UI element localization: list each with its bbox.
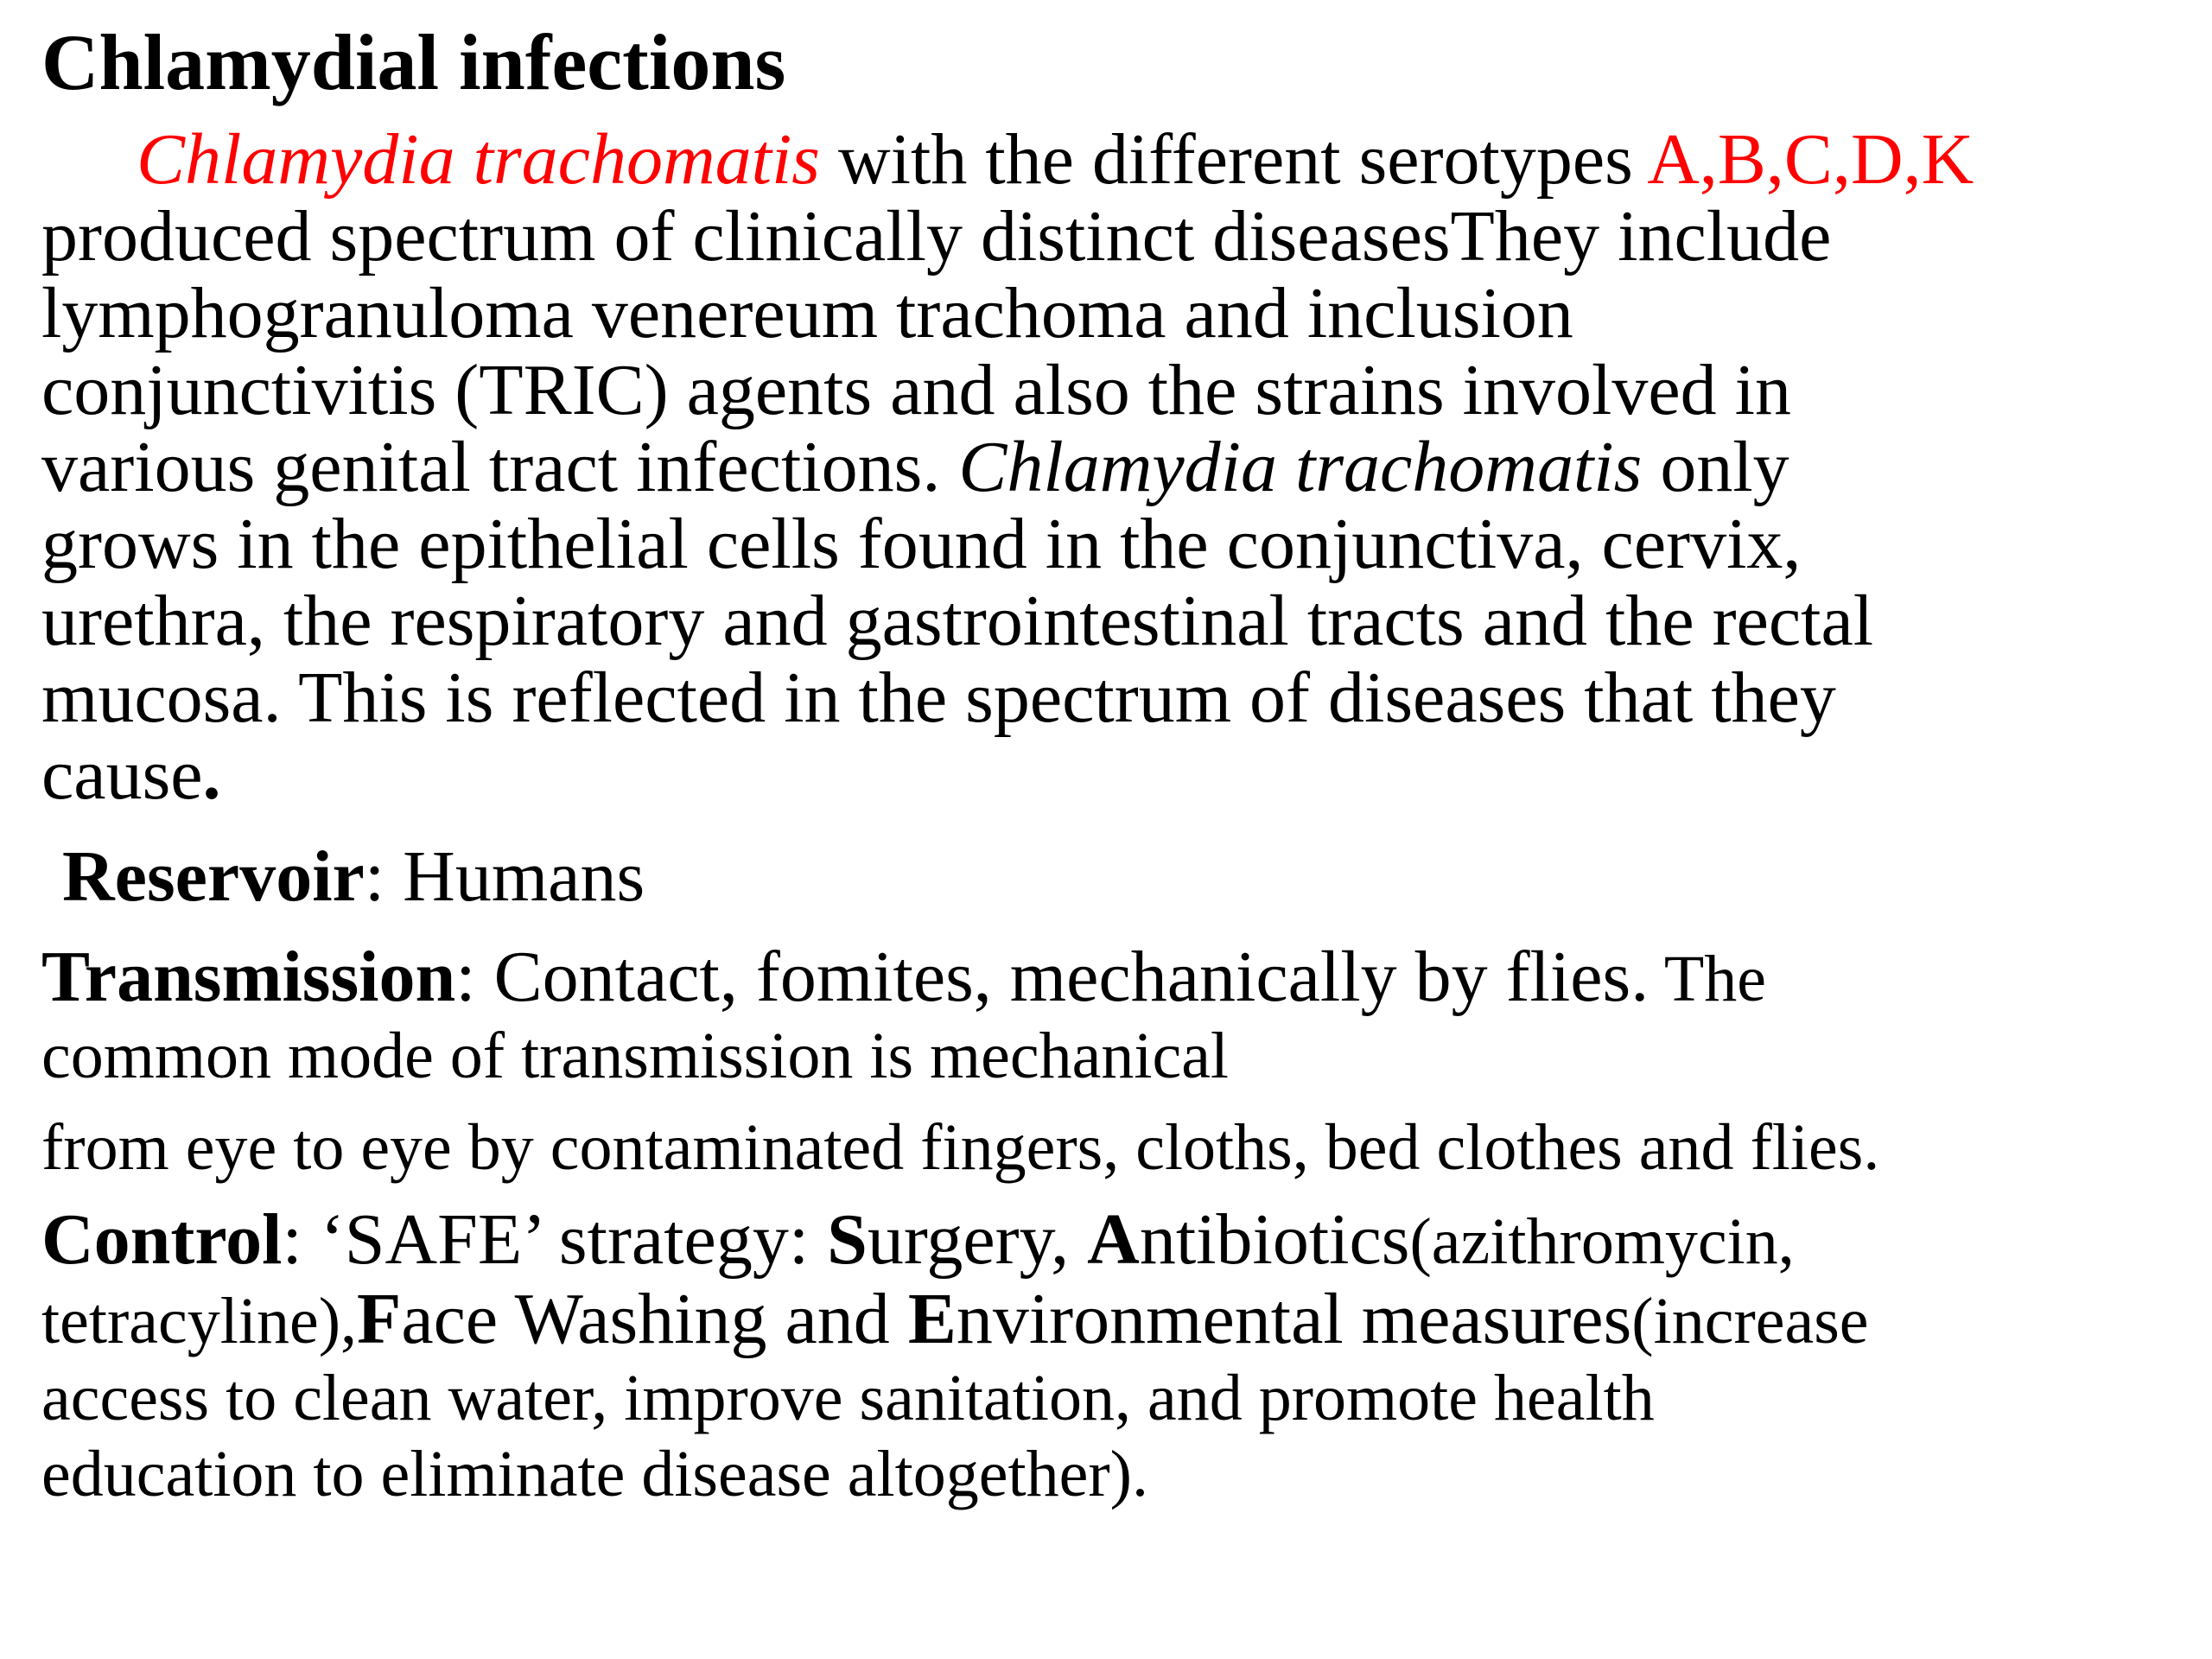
species-name: Chlamydia trachomatis bbox=[958, 427, 1643, 507]
intro-line-2: produced spectrum of clinically distinct diseasesThey include bbox=[41, 196, 1832, 276]
intro-text: with the different serotypes bbox=[820, 119, 1648, 200]
intro-line-9 bbox=[41, 736, 2184, 813]
safe-letter-a: A bbox=[1087, 1199, 1140, 1280]
transmission-value: Contact, fomites, mechanically by flies. bbox=[493, 937, 1649, 1017]
reservoir-sep: : bbox=[364, 836, 404, 917]
control-text: (increase bbox=[1631, 1285, 1869, 1357]
serotypes-list: A,B,C,D,K bbox=[1647, 119, 1974, 200]
intro-line-8: mucosa. This is reflected in the spectrum of diseases that they bbox=[41, 658, 1836, 738]
intro-line-4: conjunctivitis (TRIC) agents and also the strains involved in bbox=[41, 350, 1791, 430]
control-text: (azithromycin, bbox=[1409, 1205, 1795, 1278]
intro-period: . bbox=[202, 734, 221, 815]
transmission-text: The bbox=[1649, 943, 1766, 1015]
intro-line-7: urethra, the respiratory and gastrointestinal tracts and the rectal bbox=[41, 581, 1874, 661]
transmission-line-3: from eye to eye by contaminated fingers, cloths, bed clothes and flies. bbox=[41, 1111, 1880, 1184]
control-line-1 bbox=[41, 1201, 2184, 1281]
control-line-3: access to clean water, improve sanitation, and promote health bbox=[41, 1362, 1655, 1434]
control-text: ntibiotics bbox=[1139, 1199, 1410, 1280]
reservoir-line bbox=[62, 838, 2205, 915]
control-text: : ‘SAFE’ strategy: bbox=[282, 1199, 828, 1280]
control-text: nvironmental measures bbox=[956, 1279, 1632, 1359]
intro-paragraph bbox=[41, 121, 2184, 813]
transmission-continued bbox=[41, 1109, 2184, 1186]
reservoir-label: Reservoir bbox=[62, 836, 365, 917]
control-line-4: education to eliminate disease altogether). bbox=[41, 1438, 1148, 1510]
intro-text: only bbox=[1642, 427, 1789, 507]
safe-letter-s: S bbox=[827, 1199, 868, 1280]
transmission-line-2: common mode of transmission is mechanical bbox=[41, 1020, 1230, 1092]
control-label: Control bbox=[41, 1199, 283, 1280]
control-text: urgery, bbox=[867, 1199, 1088, 1280]
control-text: ace Washing and bbox=[401, 1279, 908, 1359]
transmission-label: Transmission bbox=[41, 937, 456, 1017]
species-name: Chlamydia trachomatis bbox=[137, 119, 820, 200]
intro-line-1 bbox=[41, 121, 2184, 198]
intro-text: various genital tract infections. bbox=[41, 427, 959, 507]
control-section bbox=[41, 1201, 2184, 1437]
control-text: tetracyline), bbox=[41, 1285, 358, 1357]
intro-text: cause bbox=[41, 734, 203, 815]
safe-letter-e: E bbox=[907, 1279, 957, 1359]
reservoir-section bbox=[62, 838, 2205, 915]
control-continued bbox=[41, 1436, 2184, 1513]
intro-line-5 bbox=[41, 429, 2184, 505]
transmission-sep: : bbox=[455, 937, 494, 1017]
intro-line-3: lymphogranuloma venereum trachoma and inclusion bbox=[41, 273, 1573, 353]
intro-line-6: grows in the epithelial cells found in the conjunctiva, cervix, bbox=[41, 504, 1802, 584]
control-line-2 bbox=[41, 1281, 2184, 1360]
slide-title: Chlamydial infections bbox=[41, 18, 786, 106]
safe-letter-f: F bbox=[357, 1279, 402, 1359]
transmission-line-1 bbox=[41, 938, 2184, 1018]
transmission-section bbox=[41, 938, 2184, 1095]
reservoir-value: Humans bbox=[403, 836, 645, 917]
